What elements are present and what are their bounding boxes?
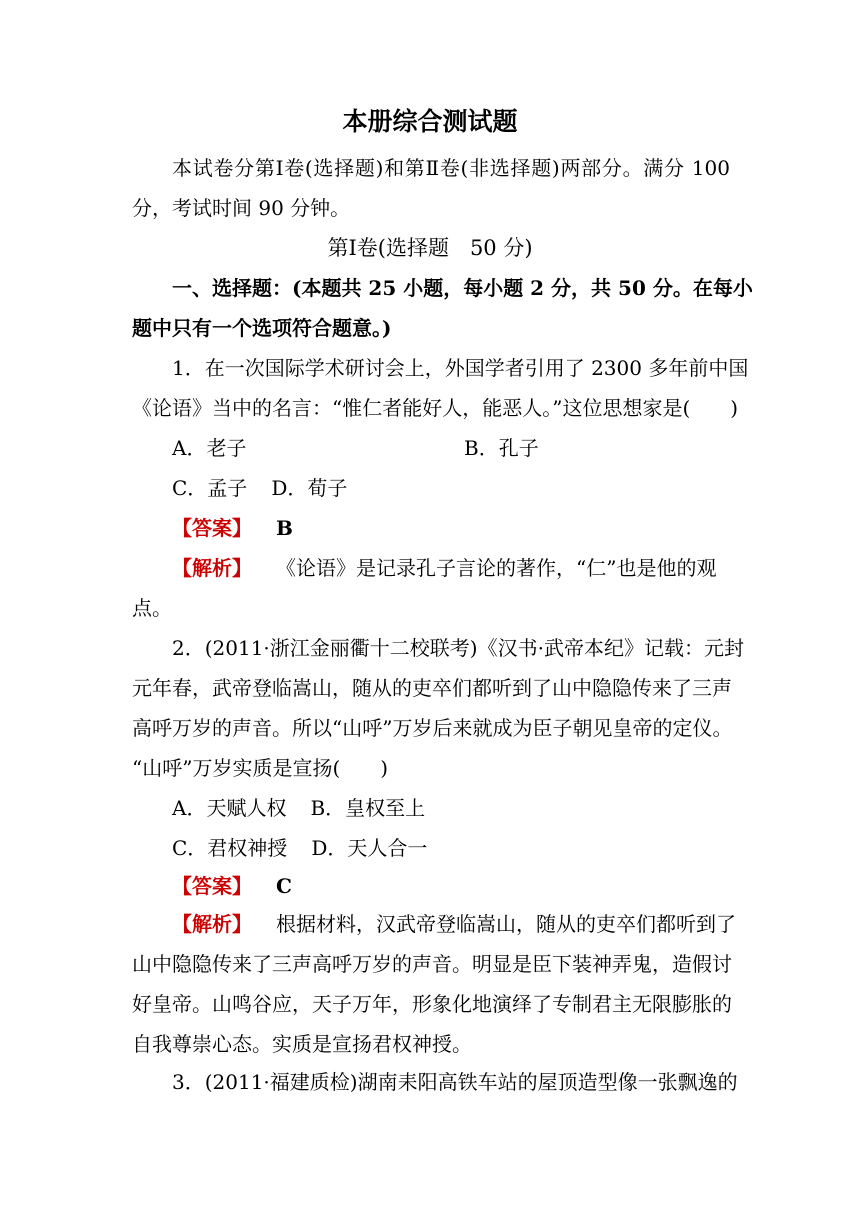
q2-stem-line-3: 高呼万岁的声音。所以“山呼”万岁后来就成为臣子朝见皇帝的定仪。 (132, 716, 733, 740)
volume-title: 第Ⅰ卷(选择题 50 分) (327, 236, 533, 260)
analysis-label: 【解析】 (172, 912, 252, 936)
section-heading-line-2: 题中只有一个选项符合题意。) (132, 316, 392, 340)
q2-options-row-1 (172, 788, 730, 828)
q2-answer-value: C (276, 874, 292, 898)
q2-stem-line-2: 元年春，武帝登临嵩山，随从的吏卒们都听到了山中隐隐传来了三声 (132, 676, 732, 700)
q2-stem-line-1: 2．(2011·浙江金丽衢十二校联考)《汉书·武帝本纪》记载：元封 (172, 636, 744, 660)
q1-analysis-line-1 (172, 548, 730, 588)
page-title: 本册综合测试题 (342, 107, 518, 136)
q1-stem-line-2: 《论语》当中的名言：“惟仁者能好人，能恶人。”这位思想家是( ) (132, 396, 739, 420)
q2-analysis-line-2: 山中隐隐传来了三声高呼万岁的声音。明显是臣下装神弄鬼，造假讨 (132, 952, 732, 976)
q2-option-c: C．君权神授 (172, 836, 288, 860)
q1-option-a: A．老子 (172, 436, 247, 460)
q1-analysis-text: 《论语》是记录孔子言论的著作，“仁”也是他的观 (276, 556, 717, 580)
q2-options-row-2 (172, 828, 730, 868)
q2-analysis-line-3: 好皇帝。山鸣谷应，天子万年，形象化地演绎了专制君主无限膨胀的 (132, 992, 732, 1016)
q2-option-a: A．天赋人权 (172, 796, 287, 820)
q2-option-d: D．天人合一 (311, 836, 428, 860)
q1-analysis-line-2: 点。 (132, 596, 172, 620)
q2-analysis-line-4: 自我尊崇心态。实质是宣扬君权神授。 (132, 1032, 472, 1056)
intro-line-2: 分，考试时间 90 分钟。 (132, 196, 351, 220)
q1-option-b: B．孔子 (464, 436, 539, 460)
q2-stem-line-4: “山呼”万岁实质是宣扬( ) (132, 756, 389, 780)
q1-options-row-2 (172, 468, 730, 508)
q1-option-c: C．孟子 (172, 476, 248, 500)
q2-option-b: B．皇权至上 (310, 796, 426, 820)
intro-line-1: 本试卷分第Ⅰ卷(选择题)和第Ⅱ卷(非选择题)两部分。满分 100 (172, 156, 730, 180)
section-heading-line-1: 一、选择题：(本题共 25 小题，每小题 2 分，共 50 分。在每小 (172, 276, 753, 300)
q1-option-d: D．荀子 (271, 476, 348, 500)
q1-answer-value: B (276, 516, 293, 540)
q1-options-row-1 (172, 428, 730, 468)
q2-analysis-line-1 (172, 904, 736, 944)
q3-stem-line-1: 3．(2011·福建质检)湖南耒阳高铁车站的屋顶造型像一张飘逸的 (172, 1070, 738, 1094)
answer-label: 【答案】 (172, 874, 252, 898)
analysis-label: 【解析】 (172, 556, 252, 580)
q1-answer (172, 508, 730, 548)
answer-label: 【答案】 (172, 516, 252, 540)
q1-stem-line-1: 1．在一次国际学术研讨会上，外国学者引用了 2300 多年前中国 (172, 356, 749, 380)
q2-answer (172, 866, 730, 906)
q2-analysis-text: 根据材料，汉武帝登临嵩山，随从的吏卒们都听到了 (276, 912, 736, 936)
